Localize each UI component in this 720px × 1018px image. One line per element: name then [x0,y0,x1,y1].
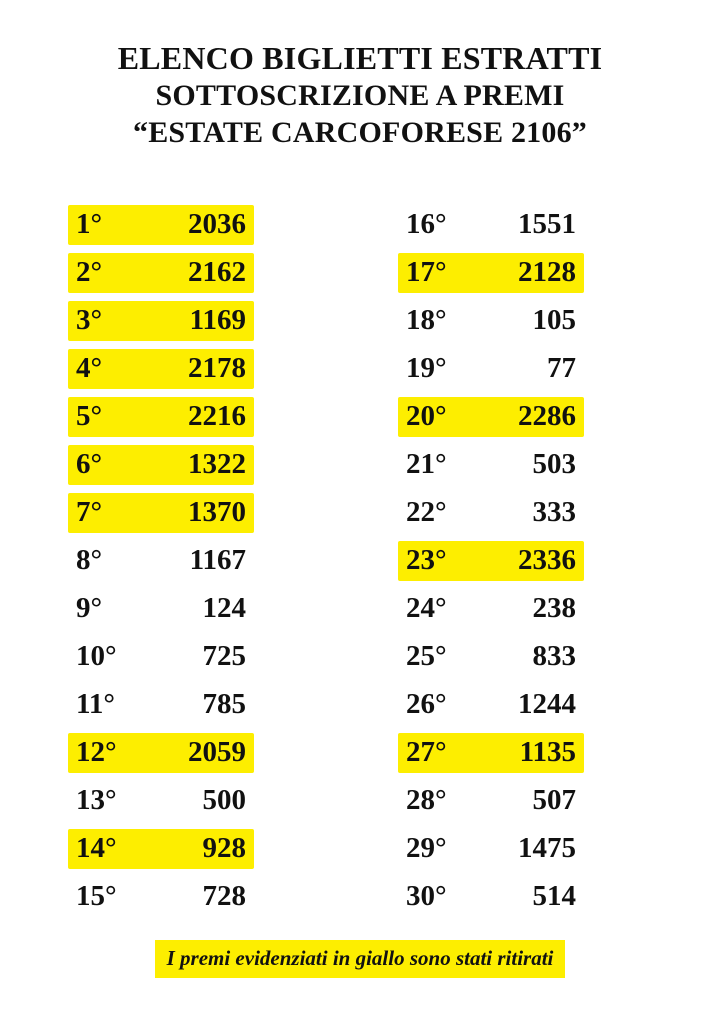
title-line-2: SOTTOSCRIZIONE A PREMI [155,79,565,112]
ticket-number: 1169 [189,304,246,336]
ticket-number: 124 [202,592,246,624]
rank-label: 13° [76,784,117,816]
row-content [398,397,584,437]
row-content [68,541,254,581]
rank-label: 5° [76,400,103,432]
ticket-number: 1322 [188,448,246,480]
ticket-number: 2286 [518,400,576,432]
rank-label: 19° [406,352,447,384]
row-content [68,445,254,485]
winners-column-right [374,201,664,921]
table-row [374,489,664,537]
ticket-number: 1370 [188,496,246,528]
rank-label: 6° [76,448,103,480]
row-content [68,397,254,437]
rank-label: 24° [406,592,447,624]
ticket-number: 503 [532,448,576,480]
footer [0,940,720,978]
table-row [374,873,664,921]
table-row [56,393,346,441]
ticket-number: 2336 [518,544,576,576]
table-row [56,825,346,873]
row-content [68,733,254,773]
table-row [56,297,346,345]
rank-label: 2° [76,256,103,288]
table-row [374,585,664,633]
table-row [56,585,346,633]
rank-label: 28° [406,784,447,816]
ticket-number: 507 [532,784,576,816]
table-row [374,633,664,681]
row-content [398,589,584,629]
footer-note: I premi evidenziati in giallo sono stati ritirati [155,940,566,978]
row-content [68,829,254,869]
winners-column-left [56,201,346,921]
ticket-number: 2216 [188,400,246,432]
ticket-number: 2059 [188,736,246,768]
rank-label: 22° [406,496,447,528]
ticket-number: 833 [532,640,576,672]
table-row [56,249,346,297]
table-row [374,345,664,393]
row-content [68,349,254,389]
rank-label: 23° [406,544,447,576]
row-content [398,541,584,581]
table-row [374,393,664,441]
row-content [398,781,584,821]
row-content [68,685,254,725]
row-content [398,253,584,293]
table-row [374,201,664,249]
rank-label: 21° [406,448,447,480]
rank-label: 3° [76,304,103,336]
ticket-number: 1551 [518,208,576,240]
row-content [68,301,254,341]
ticket-number: 2128 [518,256,576,288]
ticket-number: 1244 [518,688,576,720]
row-content [68,781,254,821]
rank-label: 14° [76,832,117,864]
title-line-1: ELENCO BIGLIETTI ESTRATTI [117,40,603,76]
page-title [0,0,720,151]
ticket-number: 928 [202,832,246,864]
row-content [398,301,584,341]
table-row [374,777,664,825]
ticket-number: 1167 [189,544,246,576]
rank-label: 20° [406,400,447,432]
ticket-number: 105 [532,304,576,336]
table-row [374,297,664,345]
rank-label: 18° [406,304,447,336]
row-content [398,829,584,869]
rank-label: 17° [406,256,447,288]
rank-label: 12° [76,736,117,768]
table-row [374,825,664,873]
table-row [374,441,664,489]
ticket-number: 238 [532,592,576,624]
row-content [398,349,584,389]
row-content [398,877,584,917]
rank-label: 4° [76,352,103,384]
ticket-number: 2178 [188,352,246,384]
table-row [56,633,346,681]
rank-label: 9° [76,592,103,624]
row-content [68,253,254,293]
table-row [374,537,664,585]
ticket-number: 728 [202,880,246,912]
table-row [56,537,346,585]
ticket-number: 2036 [188,208,246,240]
row-content [68,493,254,533]
ticket-number: 785 [202,688,246,720]
table-row [374,249,664,297]
rank-label: 25° [406,640,447,672]
rank-label: 29° [406,832,447,864]
row-content [398,685,584,725]
rank-label: 11° [76,688,115,720]
table-row [374,681,664,729]
row-content [398,445,584,485]
table-row [56,777,346,825]
ticket-number: 725 [202,640,246,672]
rank-label: 26° [406,688,447,720]
title-line-3: “ESTATE CARCOFORESE 2106” [133,116,587,149]
rank-label: 15° [76,880,117,912]
ticket-number: 333 [532,496,576,528]
rank-label: 30° [406,880,447,912]
rank-label: 16° [406,208,447,240]
table-row [56,681,346,729]
row-content [68,877,254,917]
ticket-number: 514 [532,880,576,912]
ticket-number: 1475 [518,832,576,864]
rank-label: 8° [76,544,103,576]
row-content [68,205,254,245]
table-row [56,873,346,921]
table-row [56,729,346,777]
table-row [56,345,346,393]
row-content [398,205,584,245]
table-row [56,441,346,489]
ticket-number: 2162 [188,256,246,288]
ticket-number: 77 [547,352,576,384]
ticket-number: 1135 [519,736,576,768]
table-row [56,489,346,537]
row-content [398,637,584,677]
ticket-number: 500 [202,784,246,816]
table-row [56,201,346,249]
row-content [398,493,584,533]
winners-table [0,201,720,921]
rank-label: 7° [76,496,103,528]
row-content [68,589,254,629]
row-content [398,733,584,773]
rank-label: 1° [76,208,103,240]
rank-label: 10° [76,640,117,672]
row-content [68,637,254,677]
rank-label: 27° [406,736,447,768]
table-row [374,729,664,777]
